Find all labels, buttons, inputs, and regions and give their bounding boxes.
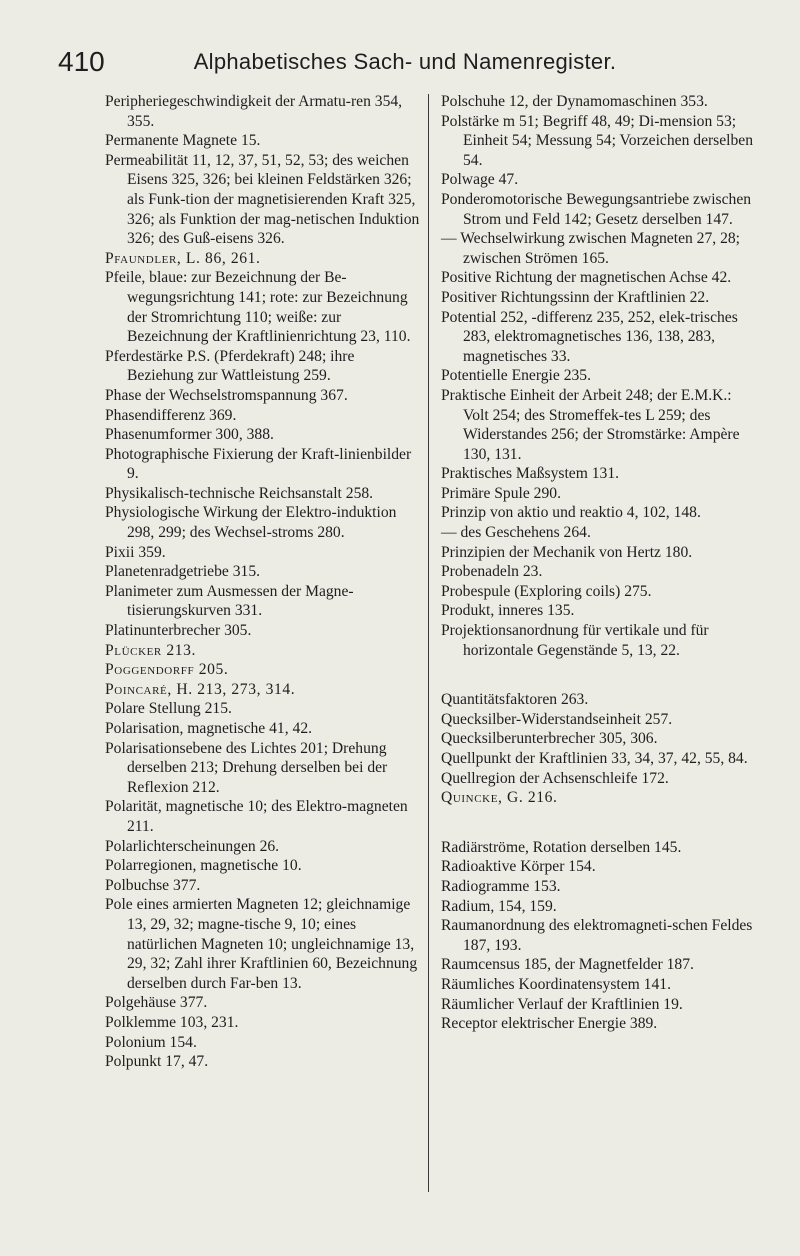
index-entry: Praktisches Maßsystem 131. [441,465,620,483]
index-entry: Planimeter zum Ausmessen der Magne-tisierungskurven 331. [105,582,354,620]
index-entry: Polonium 154. [105,1033,197,1051]
index-entry: Polstärke m 51; Begriff 48, 49; Di-mension 53; Einheit 54; Messung 54; Vorzeichen derselben 54. [441,112,754,169]
index-entry: Projektionsanordnung für vertikale und für horizontale Gegenstände 5, 13, 22. [441,622,709,659]
index-entry: Platinunterbrecher 305. [105,622,252,640]
index-entry: Quecksilber-Widerstandseinheit 257. [441,710,673,728]
index-entry: Ponderomotorische Bewegungsantriebe zwischen Strom und Feld 142; Gesetz derselben 147. [441,190,752,228]
index-entry: Räumliches Koordinatensystem 141. [441,975,671,993]
index-entry: Pole eines armierten Magneten 12; gleichnamige 13, 29, 32; magne-tische 9, 10; eines natürlichen Magneten 10; ungleichnamige 13, 29, 32; Zahl ihrer Kraftlinien 60, Bezeichnung derselben durch Far-ben 13. [105,896,418,992]
index-entry: Radiärströme, Rotation derselben 145. [441,838,682,856]
index-entry: Polpunkt 17, 47. [105,1053,209,1071]
index-entry: Polschuhe 12, der Dynamomaschinen 353. [441,93,708,110]
index-entry: Praktische Einheit der Arbeit 248; der E.M.K.: Volt 254; des Stromeffek-tes L 259; des Widerstandes 256; der Stromstärke: Ampère 130, 131. [441,386,740,463]
index-entry: Polklemme 103, 231. [105,1013,239,1031]
index-entry: Polarisationsebene des Lichtes 201; Drehung derselben 213; Drehung derselben bei der Reflexion 212. [105,739,388,796]
index-entry: Potentielle Energie 235. [441,367,591,385]
index-entry: Raumcensus 185, der Magnetfelder 187. [441,956,694,974]
index-entry: — des Geschehens 264. [441,524,591,542]
index-entry: Poincaré, H. 213, 273, 314. [105,680,296,698]
index-entry: Primäre Spule 290. [441,484,561,502]
index-entry: Phasenumformer 300, 388. [105,426,274,444]
index-entry: Polgehäuse 377. [105,994,208,1012]
running-title: Alphabetisches Sach- und Namenregister. [193,49,617,74]
index-entry: Produkt, inneres 135. [441,602,575,620]
index-entry: Pfeile, blaue: zur Bezeichnung der Be-wegungsrichtung 141; rote: zur Bezeichnung der Stromrichtung 110; weiße: zur Bezeichnung der Kraftlinienrichtung 23, 110. [105,269,411,346]
index-entry: Photographische Fixierung der Kraft-linienbilder 9. [105,445,412,483]
index-entry: Polarisation, magnetische 41, 42. [105,720,313,737]
index-column-left [105,92,423,1072]
index-entry: Polarlichterscheinungen 26. [105,837,280,855]
index-entry: Phasendifferenz 369. [105,406,237,424]
index-entry: Probespule (Exploring coils) 275. [441,582,652,600]
index-entry: Pferdestärke P.S. (Pferdekraft) 248; ihre Beziehung zur Wattleistung 259. [105,347,355,385]
index-entry: Radioaktive Körper 154. [441,858,596,876]
index-entry: Radium, 154, 159. [441,897,557,915]
index-entry: Quellregion der Achsenschleife 172. [441,769,669,787]
index-entry: Polwage 47. [441,171,519,189]
index-entry: Probenadeln 23. [441,563,543,581]
index-entry: Quecksilberunterbrecher 305, 306. [441,730,658,748]
index-entry: Physiologische Wirkung der Elektro-induktion 298, 299; des Wechsel-stroms 280. [105,504,397,542]
index-entry: Pfaundler, L. 86, 261. [105,249,261,267]
index-entry: Raumanordnung des elektromagneti-schen Feldes 187, 193. [441,917,753,954]
page-number: 410 [58,46,105,77]
index-entry: Poggendorff 205. [105,661,229,679]
index-entry: Prinzipien der Mechanik von Hertz 180. [441,543,693,561]
index-entry: Polarität, magnetische 10; des Elektro-magneten 211. [105,798,408,835]
index-entry: Quantitätsfaktoren 263. [441,691,589,709]
index-entry: Pixii 359. [105,543,166,561]
index-entry: Positiver Richtungssinn der Kraftlinien 22. [441,288,710,306]
index-entry: Polarregionen, magnetische 10. [105,857,302,875]
index-entry: Physikalisch-technische Reichsanstalt 258. [105,484,374,502]
index-entry: Quincke, G. 216. [441,789,558,807]
index-entry: Polbuchse 377. [105,876,201,894]
index-entry: Positive Richtung der magnetischen Achse 42. [441,269,732,287]
index-entry: Permanente Magnete 15. [105,132,261,150]
index-entry: Räumlicher Verlauf der Kraftlinien 19. [441,995,683,1013]
index-column-right [441,92,759,1034]
index-entry: Phase der Wechselstromspannung 367. [105,386,348,404]
index-entry: Radiogramme 153. [441,877,561,895]
index-entry: Potential 252, -differenz 235, 252, elek-trisches 283, elektromagnetisches 136, 138, 283, magnetisches 33. [441,308,738,365]
index-entry: Prinzip von aktio und reaktio 4, 102, 148. [441,504,701,522]
column-divider [428,94,429,1192]
index-entry: Receptor elektrischer Energie 389. [441,1015,658,1033]
page-header [58,42,752,82]
index-entry: Peripheriegeschwindigkeit der Armatu-ren 354, 355. [105,93,403,130]
index-entry: Planetenradgetriebe 315. [105,563,261,581]
index-entry: Polare Stellung 215. [105,700,232,718]
index-entry: Plücker 213. [105,641,197,659]
index-entry: — Wechselwirkung zwischen Magneten 27, 28; zwischen Strömen 165. [441,230,740,267]
index-entry: Quellpunkt der Kraftlinien 33, 34, 37, 42, 55, 84. [441,750,748,767]
index-entry: Permeabilität 11, 12, 37, 51, 52, 53; des weichen Eisens 325, 326; bei kleinen Feldstärken 326; als Funk-tion der magnetisierenden Kraft 325, 326; als Funktion der mag-netischen Induktion 326; des Guß-eisens 326. [105,151,420,248]
